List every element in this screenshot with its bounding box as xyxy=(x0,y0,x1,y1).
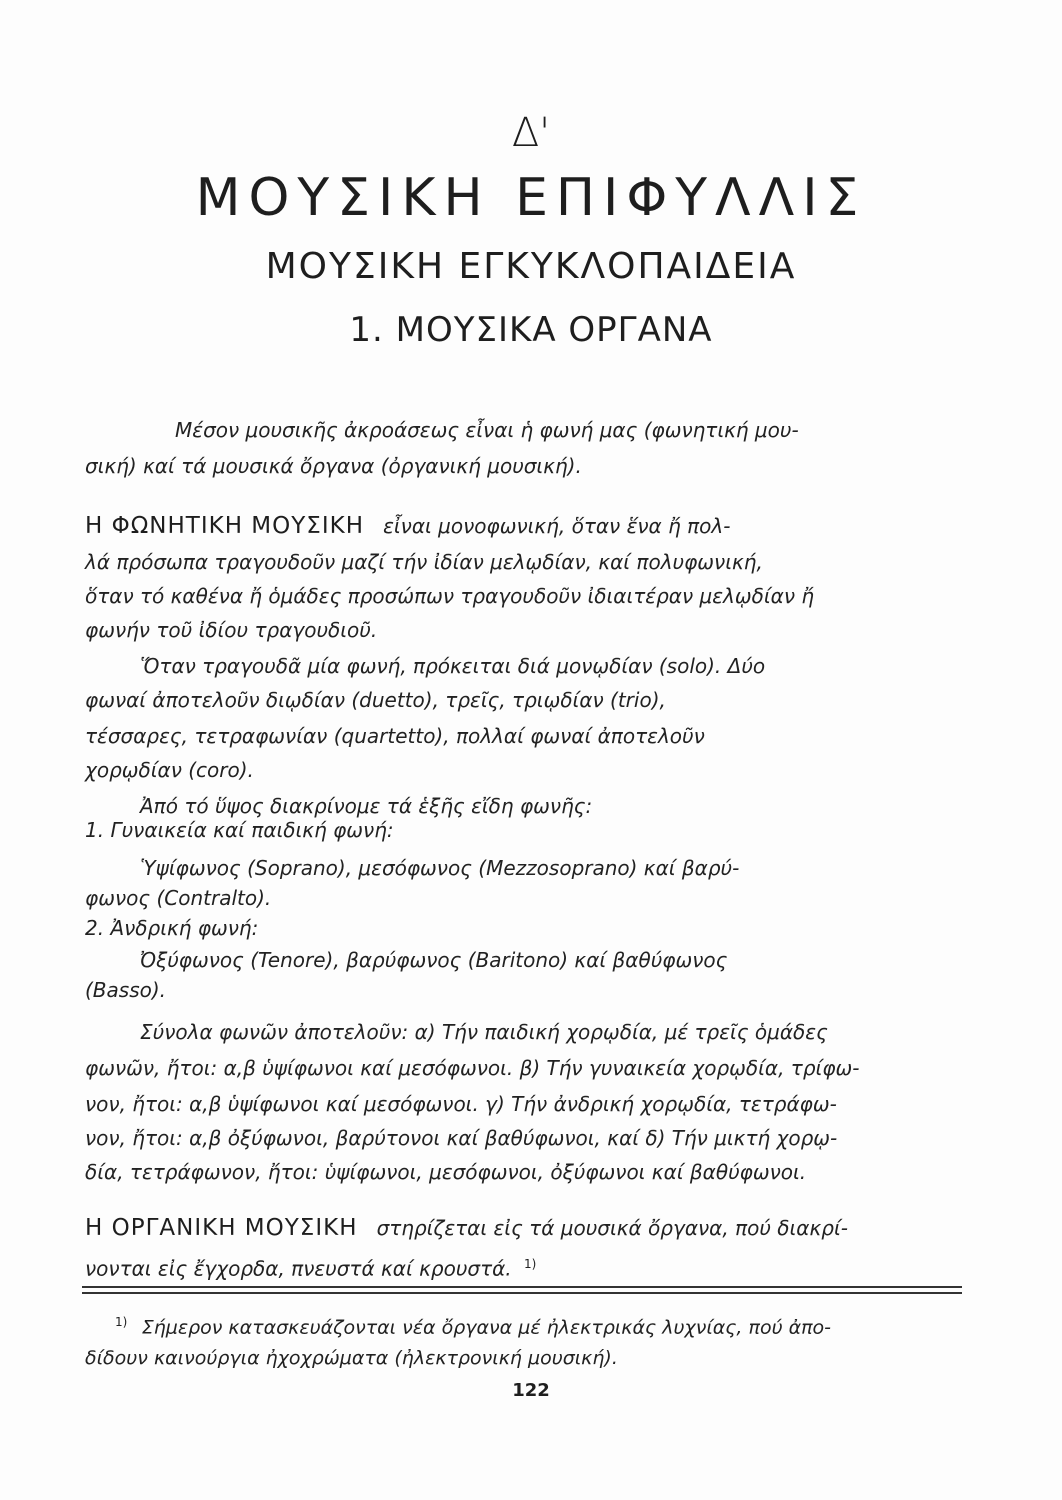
footnote-line-1: Σήμερον κατασκευάζονται νέα ὄργανα μέ ἠλεκτρικάς λυχνίας, πού ἀπο- xyxy=(141,1316,832,1339)
vocal-line-14: Ὀξύφωνος (Tenore), βαρύφωνος (Baritono) καί βαθύφωνος xyxy=(140,948,728,972)
instrumental-music-heading: Η ΟΡΓΑΝΙΚΗ ΜΟΥΣΙΚΗ xyxy=(85,1215,358,1241)
vocal-line-11: Ὑψίφωνος (Soprano), μεσόφωνος (Mezzosoprano) καί βαρύ- xyxy=(140,856,740,880)
vocal-music-heading: Η ΦΩΝΗΤΙΚΗ ΜΟΥΣΙΚΗ xyxy=(85,513,364,539)
section-title: 1. ΜΟΥΣΙΚΑ ΟΡΓΑΝΑ xyxy=(349,310,713,350)
intro-line-2: σική) καί τά μουσικά ὄργανα (ὀργανική μουσική). xyxy=(85,454,582,478)
vocal-paragraph-first-line xyxy=(85,512,730,542)
vocal-line-13: 2. Ἀνδρική φωνή: xyxy=(85,916,259,940)
vocal-line-3: ὅταν τό καθένα ἤ ὁμάδες προσώπων τραγουδοῦν ἰδιαιτέραν μελῳδίαν ἤ xyxy=(85,584,815,608)
vocal-line-17: φωνῶν, ἤτοι: α,β ὑψίφωνοι καί μεσόφωνοι. β) Τήν γυναικεία χορῳδία, τρίφω- xyxy=(85,1056,860,1080)
instrumental-line-1-rest: στηρίζεται εἰς τά μουσικά ὄργανα, πού διακρί- xyxy=(376,1216,848,1240)
footnote-line-1-wrap xyxy=(115,1308,831,1342)
vocal-line-2: λά πρόσωπα τραγουδοῦν μαζί τήν ἰδίαν μελῳδίαν, καί πολυφωνική, xyxy=(85,550,763,574)
vocal-line-5: Ὅταν τραγουδᾶ μία φωνή, πρόκειται διά μονῳδίαν (solo). Δύο xyxy=(140,654,766,678)
vocal-line-1-rest: εἶναι μονοφωνική, ὅταν ἕνα ἤ πολ- xyxy=(383,514,731,538)
footnote-reference: 1) xyxy=(524,1257,537,1271)
footnote-marker: 1) xyxy=(115,1315,128,1329)
instrumental-line-2: νονται εἰς ἔγχορδα, πνευστά καί κρουστά. xyxy=(85,1256,512,1281)
vocal-line-9: Ἀπό τό ὕψος διακρίνομε τά ἑξῆς εἴδη φωνῆς: xyxy=(140,794,593,818)
instrumental-line-2-wrap xyxy=(85,1250,536,1283)
vocal-line-8: χορῳδίαν (coro). xyxy=(85,758,254,782)
footnote-divider-top xyxy=(82,1286,962,1288)
vocal-line-20: δία, τετράφωνον, ἤτοι: ὑψίφωνοι, μεσόφωνοι, ὀξύφωνοι καί βαθύφωνοι. xyxy=(85,1160,807,1184)
vocal-line-4: φωνήν τοῦ ἰδίου τραγουδιοῦ. xyxy=(85,618,378,642)
vocal-line-10: 1. Γυναικεία καί παιδική φωνή: xyxy=(85,818,394,842)
vocal-line-16: Σύνολα φωνῶν ἀποτελοῦν: α) Τήν παιδική χορῳδία, μέ τρεῖς ὁμάδες xyxy=(140,1020,828,1044)
vocal-line-6: φωναί ἀποτελοῦν διῳδίαν (duetto), τρεῖς, τριῳδίαν (trio), xyxy=(85,688,666,712)
instrumental-paragraph-first-line xyxy=(85,1214,848,1244)
page-number: 122 xyxy=(512,1380,550,1401)
vocal-line-18: νον, ἤτοι: α,β ὑψίφωνοι καί μεσόφωνοι. γ) Τήν ἀνδρική χορῳδία, τετράφω- xyxy=(85,1092,837,1116)
intro-line-1: Μέσον μουσικῆς ἀκροάσεως εἶναι ἡ φωνή μας (φωνητική μου- xyxy=(175,418,799,442)
page-subtitle: ΜΟΥΣΙΚΗ ΕΓΚΥΚΛΟΠΑΙΔΕΙΑ xyxy=(265,246,797,287)
footnote-line-2: δίδουν καινούργια ἠχοχρώματα (ἠλεκτρονική μουσική). xyxy=(85,1347,618,1369)
vocal-line-12: φωνος (Contralto). xyxy=(85,886,272,910)
vocal-line-7: τέσσαρες, τετραφωνίαν (quartetto), πολλαί φωναί ἀποτελοῦν xyxy=(85,724,705,748)
vocal-line-19: νον, ἤτοι: α,β ὀξύφωνοι, βαρύτονοι καί βαθύφωνοι, καί δ) Τήν μικτή χορῳ- xyxy=(85,1126,838,1150)
footnote-divider-bottom xyxy=(82,1292,962,1294)
chapter-marker: Δ' xyxy=(511,110,551,156)
page-title: ΜΟΥΣΙΚΗ ΕΠΙΦΥΛΛΙΣ xyxy=(195,168,867,228)
vocal-line-15: (Basso). xyxy=(85,978,167,1002)
